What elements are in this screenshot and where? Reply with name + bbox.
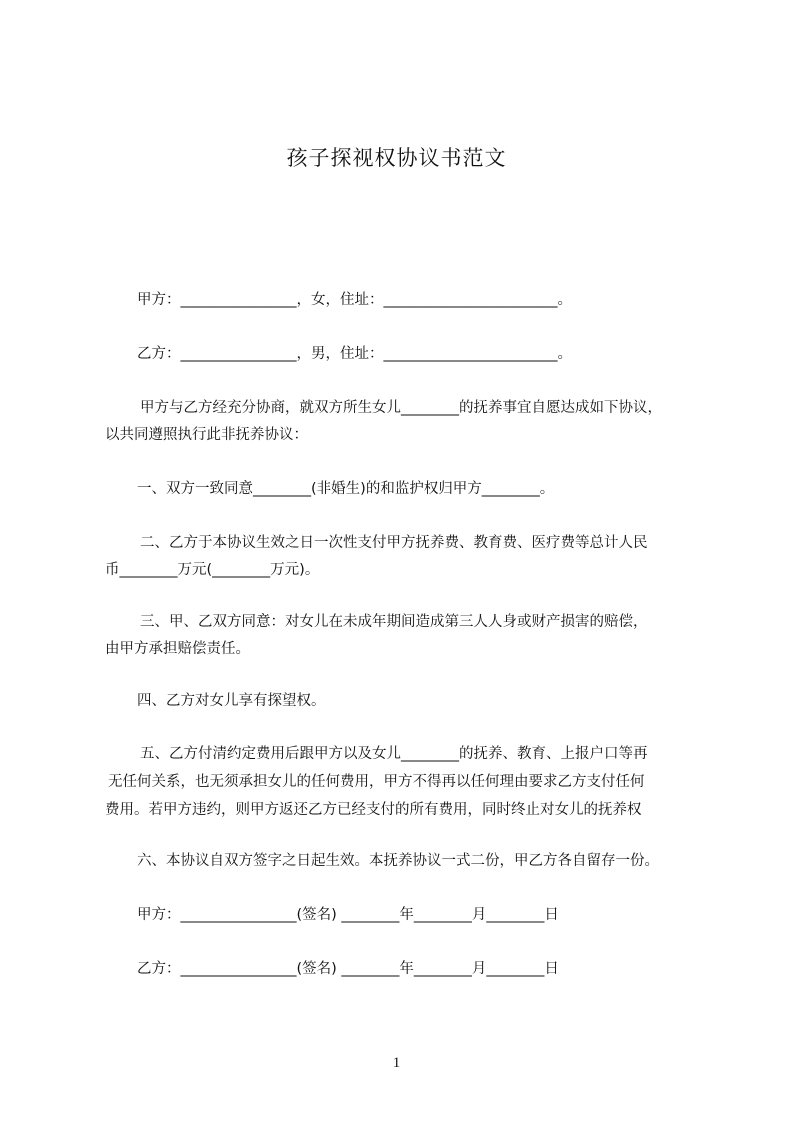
intro-paragraph-line-1: 甲方与乙方经充分协商，就双方所生女儿________的抚养事宜自愿达成如下协议， <box>140 400 662 416</box>
page-number: 1 <box>392 1055 401 1071</box>
clause-2-line-1: 二、乙方于本协议生效之日一次性支付甲方抚养费、教育费、医疗费等总计人民 <box>140 535 648 551</box>
party-b-info-line: 乙方：________________，男，住址：________________________。 <box>137 346 572 362</box>
party-a-info-line: 甲方：________________，女，住址：________________________。 <box>137 292 572 308</box>
clause-1: 一、双方一致同意________(非婚生)的和监护权归甲方________。 <box>137 481 555 497</box>
clause-5-line-3: 费用。若甲方违约，则甲方返还乙方已经支付的所有费用，同时终止对女儿的抚养权 <box>105 802 642 818</box>
document-title: 孩子探视权协议书范文 <box>286 146 507 170</box>
clause-5-line-2: 无任何关系，也无须承担女儿的任何费用，甲方不得再以任何理由要求乙方支付任何 <box>108 774 645 790</box>
intro-paragraph-line-2: 以共同遵照执行此非抚养协议： <box>105 427 308 443</box>
party-a-signature-line: 甲方：________________(签名) ________年________月________日 <box>137 907 559 923</box>
clause-6: 六、本协议自双方签字之日起生效。本抚养协议一式二份，甲乙方各自留存一份。 <box>137 853 659 869</box>
clause-3-line-1: 三、甲、乙双方同意：对女儿在未成年期间造成第三人人身或财产损害的赔偿， <box>140 614 648 630</box>
clause-3-line-2: 由甲方承担赔偿责任。 <box>105 641 250 657</box>
party-b-signature-line: 乙方：________________(签名) ________年________月________日 <box>137 961 559 977</box>
clause-5-line-1: 五、乙方付清约定费用后跟甲方以及女儿________的抚养、教育、上报户口等再 <box>140 746 648 762</box>
clause-4: 四、乙方对女儿享有探望权。 <box>137 693 326 709</box>
clause-2-line-2: 币________万元(________万元)。 <box>105 562 320 578</box>
